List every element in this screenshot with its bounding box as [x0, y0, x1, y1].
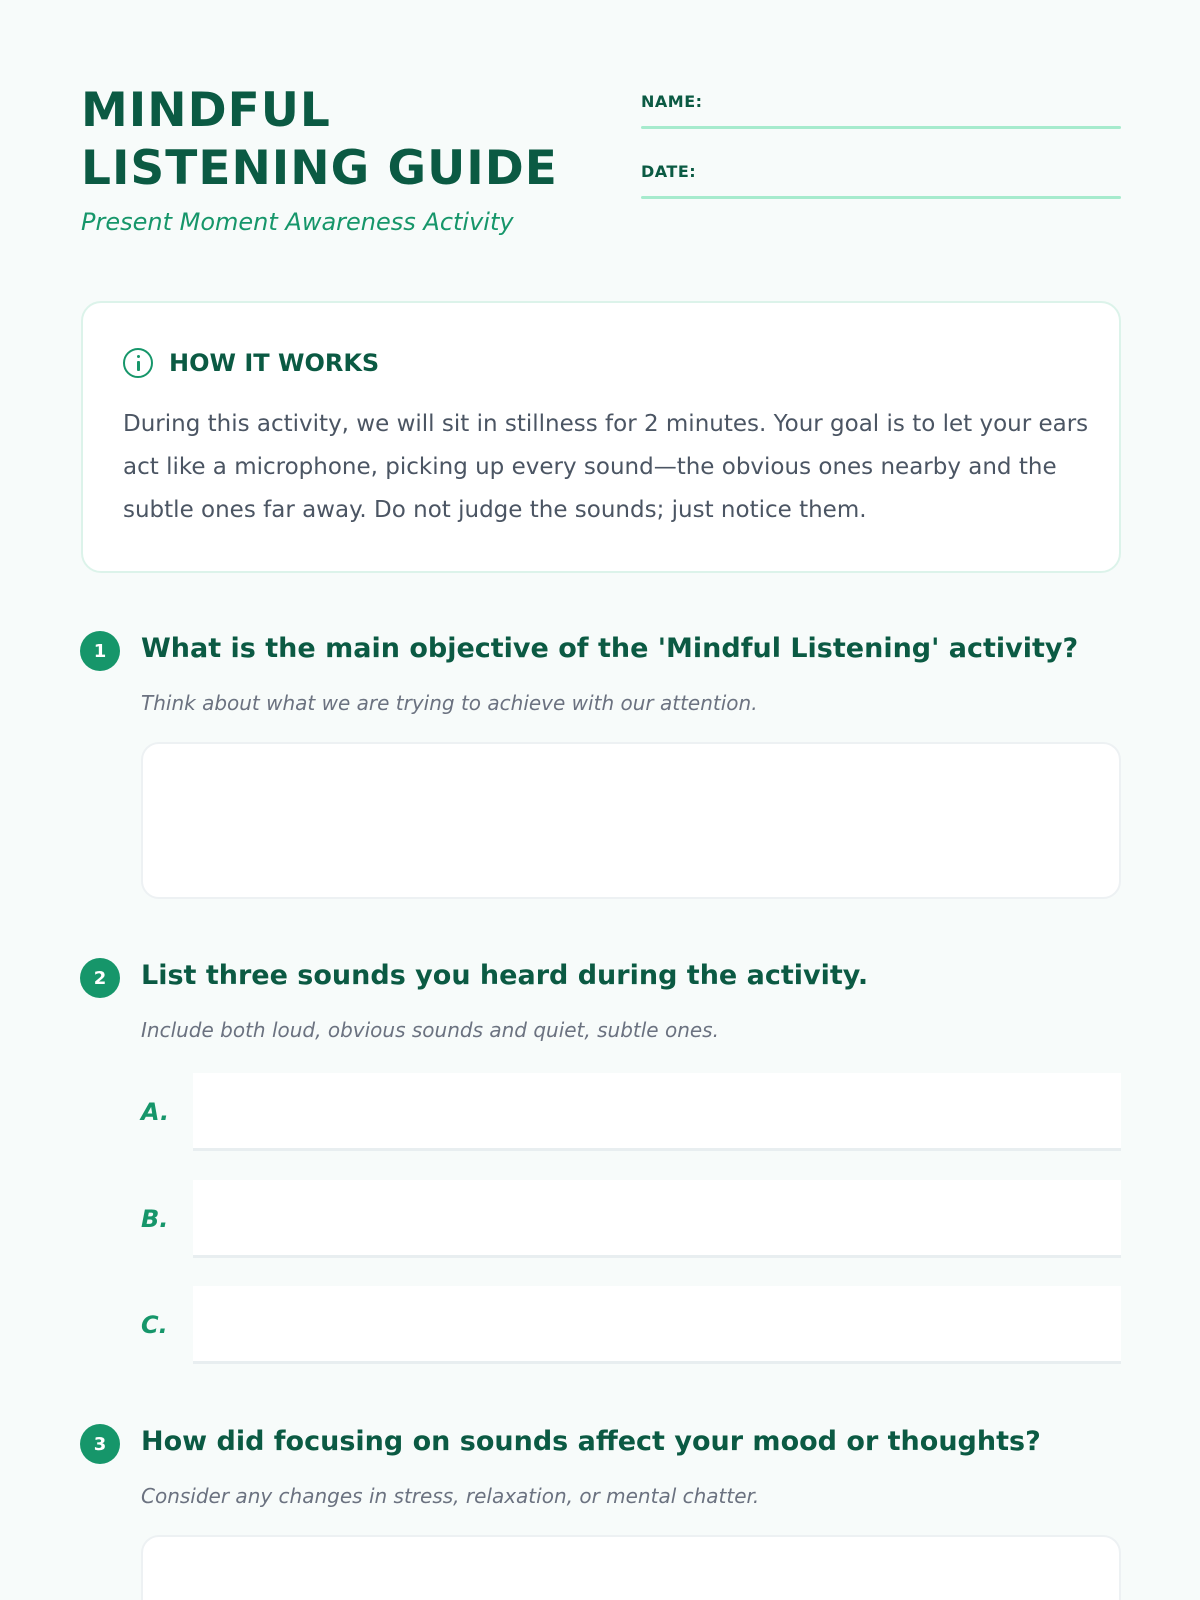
- info-title: HOW IT WORKS: [169, 349, 380, 377]
- answer-line-c[interactable]: [193, 1286, 1121, 1364]
- question-3-title: How did focusing on sounds affect your mood or thoughts?: [141, 1426, 1041, 1457]
- title-line-1: MINDFUL: [81, 83, 331, 138]
- answer-letter-a: A.: [141, 1098, 170, 1126]
- page-subtitle: Present Moment Awareness Activity: [81, 208, 514, 236]
- question-2-badge: 2: [80, 958, 120, 998]
- name-label: NAME:: [641, 92, 703, 111]
- answer-line-b[interactable]: [193, 1180, 1121, 1258]
- question-1-hint: Think about what we are trying to achieve with our attention.: [141, 691, 758, 715]
- question-3-answer-box[interactable]: [141, 1535, 1121, 1600]
- question-3-badge: 3: [80, 1424, 120, 1464]
- info-circle-icon: [123, 348, 153, 378]
- question-3-hint: Consider any changes in stress, relaxation, or mental chatter.: [141, 1484, 760, 1508]
- info-body: During this activity, we will sit in stillness for 2 minutes. Your goal is to let your ears act like a microphone, picking up every sound—the obvious ones nearby and the subtle ones far away. Do not judge the sounds; just notice them.: [123, 411, 1089, 523]
- answer-letter-b: B.: [141, 1205, 169, 1233]
- answer-letter-c: C.: [141, 1311, 168, 1339]
- question-2-title: List three sounds you heard during the activity.: [141, 960, 869, 991]
- question-2-hint: Include both loud, obvious sounds and quiet, subtle ones.: [141, 1018, 719, 1042]
- name-field[interactable]: [641, 126, 1121, 129]
- date-field[interactable]: [641, 196, 1121, 199]
- question-1-title: What is the main objective of the 'Mindful Listening' activity?: [141, 633, 1079, 664]
- date-label: DATE:: [641, 162, 697, 181]
- answer-line-a[interactable]: [193, 1073, 1121, 1151]
- title-line-2: LISTENING GUIDE: [81, 141, 558, 196]
- how-it-works-card: [81, 301, 1121, 573]
- question-1-answer-box[interactable]: [141, 742, 1121, 899]
- page-title: [81, 82, 558, 198]
- question-1-badge: 1: [80, 631, 120, 671]
- info-heading: [123, 348, 379, 378]
